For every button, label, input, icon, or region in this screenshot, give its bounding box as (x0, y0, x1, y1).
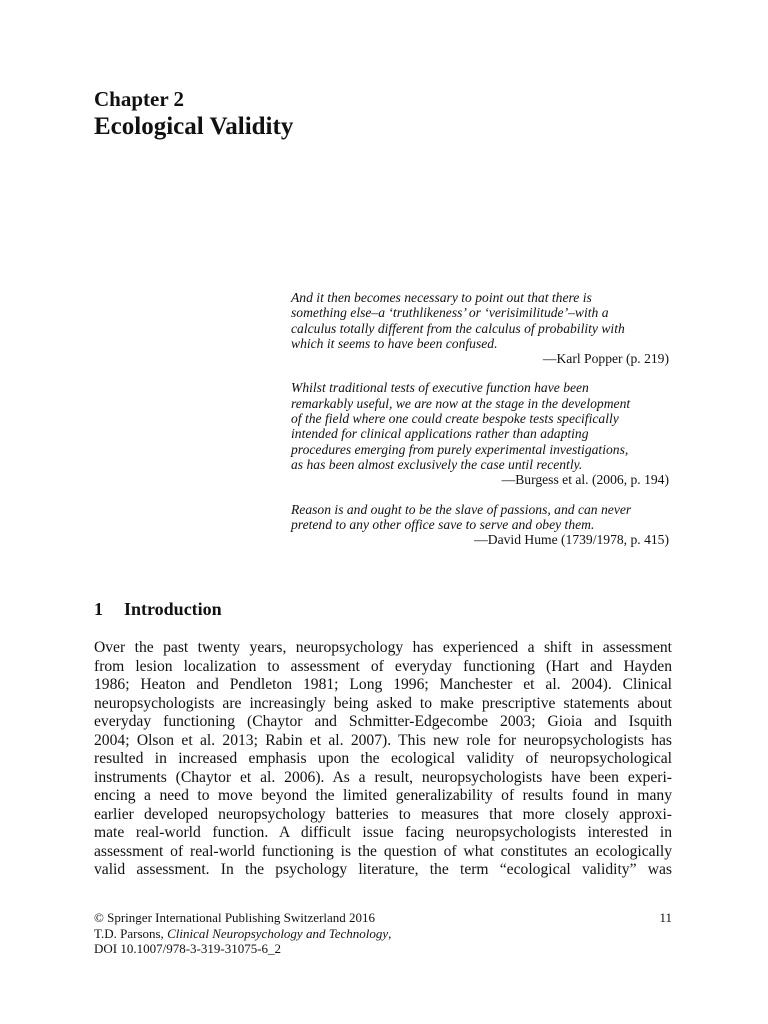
body-line: 2004; Olson et al. 2013; Rabin et al. 2007). This new role for neuropsychologists has (94, 731, 672, 749)
body-line: 1986; Heaton and Pendleton 1981; Long 1996; Manchester et al. 2004). Clinical (94, 676, 672, 693)
section-heading (94, 598, 222, 620)
citation-line (94, 926, 672, 942)
epigraph-line: procedures emerging from purely experimental investigations, (291, 441, 629, 457)
body-line: mate real-world function. A difficult issue facing neuropsychologists interested in (94, 824, 672, 841)
doi-line: DOI 10.1007/978-3-319-31075-6_2 (94, 941, 282, 956)
epigraph-line: of the field where one could create bespoke tests specifically (291, 411, 619, 427)
page-footer (94, 910, 672, 957)
body-line: assessment of real-world functioning is the question of what constitutes an ecologically (94, 842, 672, 860)
epigraph-line: intended for clinical applications rather than adapting (291, 426, 589, 442)
epigraph-line: remarkably useful, we are now at the stage in the development (291, 395, 631, 411)
epigraph-line: as has been almost exclusively the case until recently. (291, 456, 583, 472)
copyright-line: © Springer International Publishing Switzerland 2016 (94, 910, 376, 925)
body-line: neuropsychologists are increasingly being asked to make prescriptive statements about (94, 694, 672, 712)
epigraph (291, 290, 671, 366)
epigraph (291, 502, 671, 548)
epigraph-line: something else–a ‘truthlikeness’ or ‘verisimilitude’–with a (291, 305, 609, 321)
epigraph-attribution: —Karl Popper (p. 219) (542, 351, 669, 367)
epigraph-attribution: —Burgess et al. (2006, p. 194) (501, 472, 669, 488)
body-line: encing a need to move beyond the limited generalizability of results found in many (94, 787, 672, 804)
citation-comma: , (388, 925, 392, 941)
body-line: from lesion localization to assessment of everyday functioning (Hart and Hayden (94, 657, 672, 675)
chapter-number: Chapter 2 (94, 87, 185, 111)
book-title: Clinical Neuropsychology and Technology (167, 925, 389, 941)
epigraph-line: calculus totally different from the calculus of probability with (291, 320, 625, 336)
body-line: Over the past twenty years, neuropsychology has experienced a shift in assessment (94, 639, 672, 656)
epigraph-line: which it seems to have been confused. (291, 335, 498, 351)
epigraph-line: pretend to any other office save to serve and obey them. (291, 516, 595, 532)
epigraph-line: Whilst traditional tests of executive function have been (291, 380, 589, 396)
body-text (94, 639, 672, 880)
body-line: instruments (Chaytor et al. 2006). As a result, neuropsychologists have been experi- (94, 768, 672, 786)
epigraph-line: And it then becomes necessary to point out that there is (291, 290, 592, 305)
epigraph (291, 380, 671, 487)
section-title: Introduction (124, 599, 222, 619)
page-number: 11 (659, 910, 672, 925)
body-line: resulted in increased emphasis upon the ecological validity of neuropsychological (94, 750, 672, 767)
epigraphs (291, 290, 671, 561)
epigraph-attribution: —David Hume (1739/1978, p. 415) (474, 532, 669, 548)
body-line: valid assessment. In the psychology literature, the term “ecological validity” was (94, 861, 672, 878)
chapter-title: Ecological Validity (94, 113, 294, 140)
body-line: everyday functioning (Chaytor and Schmitter-Edgecombe 2003; Gioia and Isquith (94, 713, 672, 730)
author-name: T.D. Parsons, (94, 925, 168, 941)
epigraph-line: Reason is and ought to be the slave of passions, and can never (291, 501, 632, 517)
section-number: 1 (94, 599, 103, 619)
body-line: earlier developed neuropsychology batteries to measures that more closely approxi- (94, 805, 672, 823)
